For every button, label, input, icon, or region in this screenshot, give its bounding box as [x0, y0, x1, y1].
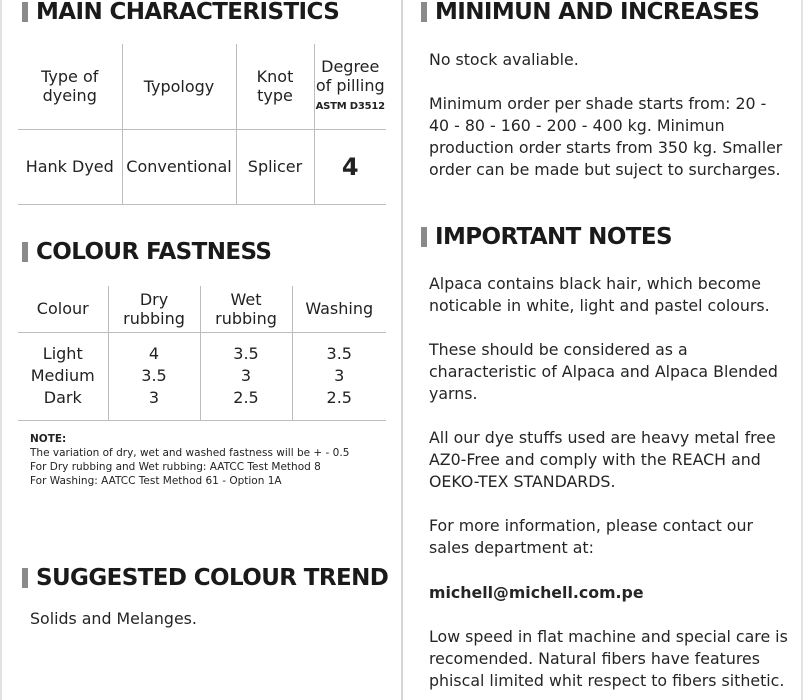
header-washing: Washing	[292, 286, 386, 332]
washing-column	[292, 332, 386, 420]
right-column	[403, 0, 803, 700]
heading-bar-icon	[22, 242, 28, 262]
colour-fastness-heading	[22, 237, 271, 267]
main-characteristics-table	[18, 44, 386, 205]
colour-medium: Medium	[30, 366, 95, 385]
suggested-trend-text: Solids and Melanges.	[30, 609, 197, 628]
wet-light: 3.5	[233, 344, 259, 363]
dry-rubbing-column	[108, 332, 200, 420]
heading-bar-icon	[22, 568, 28, 588]
note-contact: For more information, please contact our sales department at:	[429, 516, 753, 557]
fastness-note	[30, 432, 349, 488]
header-dry-rubbing: Dry rubbing	[108, 286, 200, 332]
wet-dark: 2.5	[233, 388, 259, 407]
table-header-row	[18, 286, 386, 332]
washing-medium: 3	[334, 366, 345, 385]
cell-knot-type: Splicer	[236, 129, 314, 204]
header-degree-of-pilling	[314, 44, 386, 129]
minimum-heading	[421, 0, 759, 27]
washing-dark: 2.5	[326, 388, 352, 407]
heading-bar-icon	[421, 227, 427, 247]
cell-typology: Conventional	[122, 129, 236, 204]
cell-type-of-dyeing: Hank Dyed	[18, 129, 122, 204]
important-notes-title: IMPORTANT NOTES	[435, 224, 672, 250]
header-typology: Typology	[122, 44, 236, 129]
minimum-order-text: Minimum order per shade starts from: 20 - 40 - 80 - 160 - 200 - 400 kg. Minimun production order starts from 350 kg. Smaller order can be made but suject to surcharges.	[429, 94, 783, 179]
table-header-row	[18, 44, 386, 129]
degree-of-pilling-label: Degree of pilling	[315, 56, 385, 95]
header-type-of-dyeing: Type of dyeing	[18, 44, 122, 129]
note-alpaca-hair: Alpaca contains black hair, which become noticable in white, light and pastel colours.	[429, 274, 770, 315]
colour-light: Light	[42, 344, 83, 363]
minimum-title: MINIMUN AND INCREASES	[435, 0, 760, 25]
colour-fastness-title: COLOUR FASTNESS	[36, 239, 272, 265]
wet-rubbing-column	[200, 332, 292, 420]
note-low-speed: Low speed in flat machine and special care is recomended. Natural fibers have features phiscal limited whit respect to fibers sithetic.	[429, 627, 788, 690]
note-line: For Washing: AATCC Test Method 61 - Option 1A	[30, 475, 282, 487]
minimum-stock-text: No stock avaliable.	[429, 50, 579, 69]
suggested-trend-title: SUGGESTED COLOUR TREND	[36, 565, 389, 591]
table-row	[18, 129, 386, 204]
contact-email-link[interactable]: michell@michell.com.pe	[429, 583, 644, 602]
note-characteristic: These should be considered as a characteristic of Alpaca and Alpaca Blended yarns.	[429, 340, 778, 403]
main-characteristics-heading	[22, 0, 339, 27]
dry-medium: 3.5	[141, 366, 167, 385]
header-wet-rubbing: Wet rubbing	[200, 286, 292, 332]
header-colour: Colour	[18, 286, 108, 332]
heading-bar-icon	[421, 2, 427, 22]
note-dye-stuffs: All our dye stuffs used are heavy metal free AZ0-Free and comply with the REACH and OEKO-TEX STANDARDS.	[429, 428, 776, 491]
colour-column	[18, 332, 108, 420]
suggested-trend-heading	[22, 563, 388, 593]
heading-bar-icon	[22, 2, 28, 22]
note-line: The variation of dry, wet and washed fastness will be + - 0.5	[30, 447, 350, 459]
note-line: For Dry rubbing and Wet rubbing: AATCC Test Method 8	[30, 461, 321, 473]
main-characteristics-title: MAIN CHARACTERISTICS	[36, 0, 340, 25]
note-title: NOTE:	[30, 433, 67, 445]
cell-degree-of-pilling: 4	[314, 129, 386, 204]
dry-dark: 3	[148, 388, 160, 407]
astm-standard-label: ASTM D3512	[315, 100, 385, 112]
wet-medium: 3	[240, 366, 252, 385]
table-row	[18, 332, 386, 420]
important-notes-heading	[421, 222, 672, 252]
colour-fastness-table	[18, 286, 386, 421]
header-knot-type: Knot type	[236, 44, 314, 129]
washing-light: 3.5	[326, 344, 352, 363]
dry-light: 4	[148, 344, 160, 363]
colour-dark: Dark	[43, 388, 82, 407]
